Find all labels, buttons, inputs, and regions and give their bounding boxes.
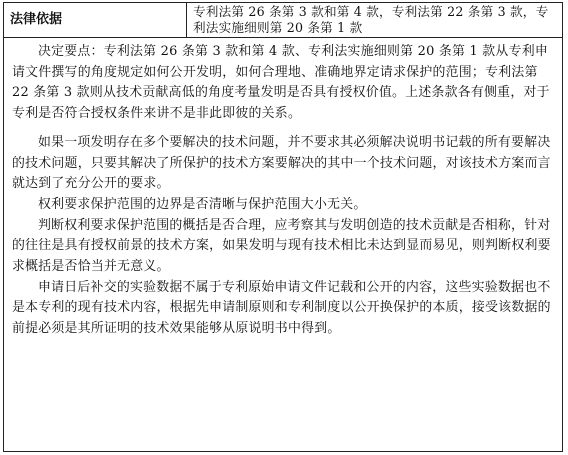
legal-basis-row: [4, 3, 562, 38]
claim-generalization-paragraph: 判断权利要求保护范围的概括是否合理，应考察其与发明创造的技术贡献是否相称，针对的往往是具有授权前景的技术方案，如果发明与现有技术相比未达到显而易见，则判断权利要求概括是否恰当并无意义。: [12, 217, 551, 275]
supplementary-data-paragraph: 申请日后补交的实验数据不属于专利原始申请文件记载和公开的内容，这些实验数据也不是本专利的现有技术内容，根据先申请制原则和专利制度以公开换保护的本质，接受该数据的前提必须是其所证明的技术效果能够从原说明书中得到。: [12, 279, 551, 337]
decision-table: [3, 2, 563, 452]
decision-body: [4, 38, 562, 450]
decision-key-points-paragraph: 决定要点：专利法第 26 条第 3 款和第 4 款、专利法实施细则第 20 条第 1 款从专利申请文件撰写的角度规定如何公开发明，如何合理地、准确地界定请求保护的范围；专利法第 22 条第 3 款则从技术贡献高低的角度考量发明是否具有授权价值。上述条款各有侧重，对于专利是否符合授权条件来讲不是非此即彼的关系。: [12, 44, 550, 122]
claim-boundary-paragraph: 权利要求保护范围的边界是否清晰与保护范围大小无关。: [38, 196, 367, 212]
legal-basis-text: 专利法第 26 条第 3 款和第 4 款，专利法第 22 条第 3 款，专利法实施细则第 20 条第 1 款: [193, 4, 549, 35]
technical-problem-paragraph: 如果一项发明存在多个要解决的技术问题，并不要求其必须解决说明书记载的所有要解决的技术问题，只要其解决了所保护的技术方案要解决的其中一个技术问题，对该技术方案而言就达到了充分公开的要求。: [12, 134, 551, 192]
legal-basis-label: 法律依据: [4, 3, 187, 37]
paragraph-spacer: [12, 125, 554, 133]
